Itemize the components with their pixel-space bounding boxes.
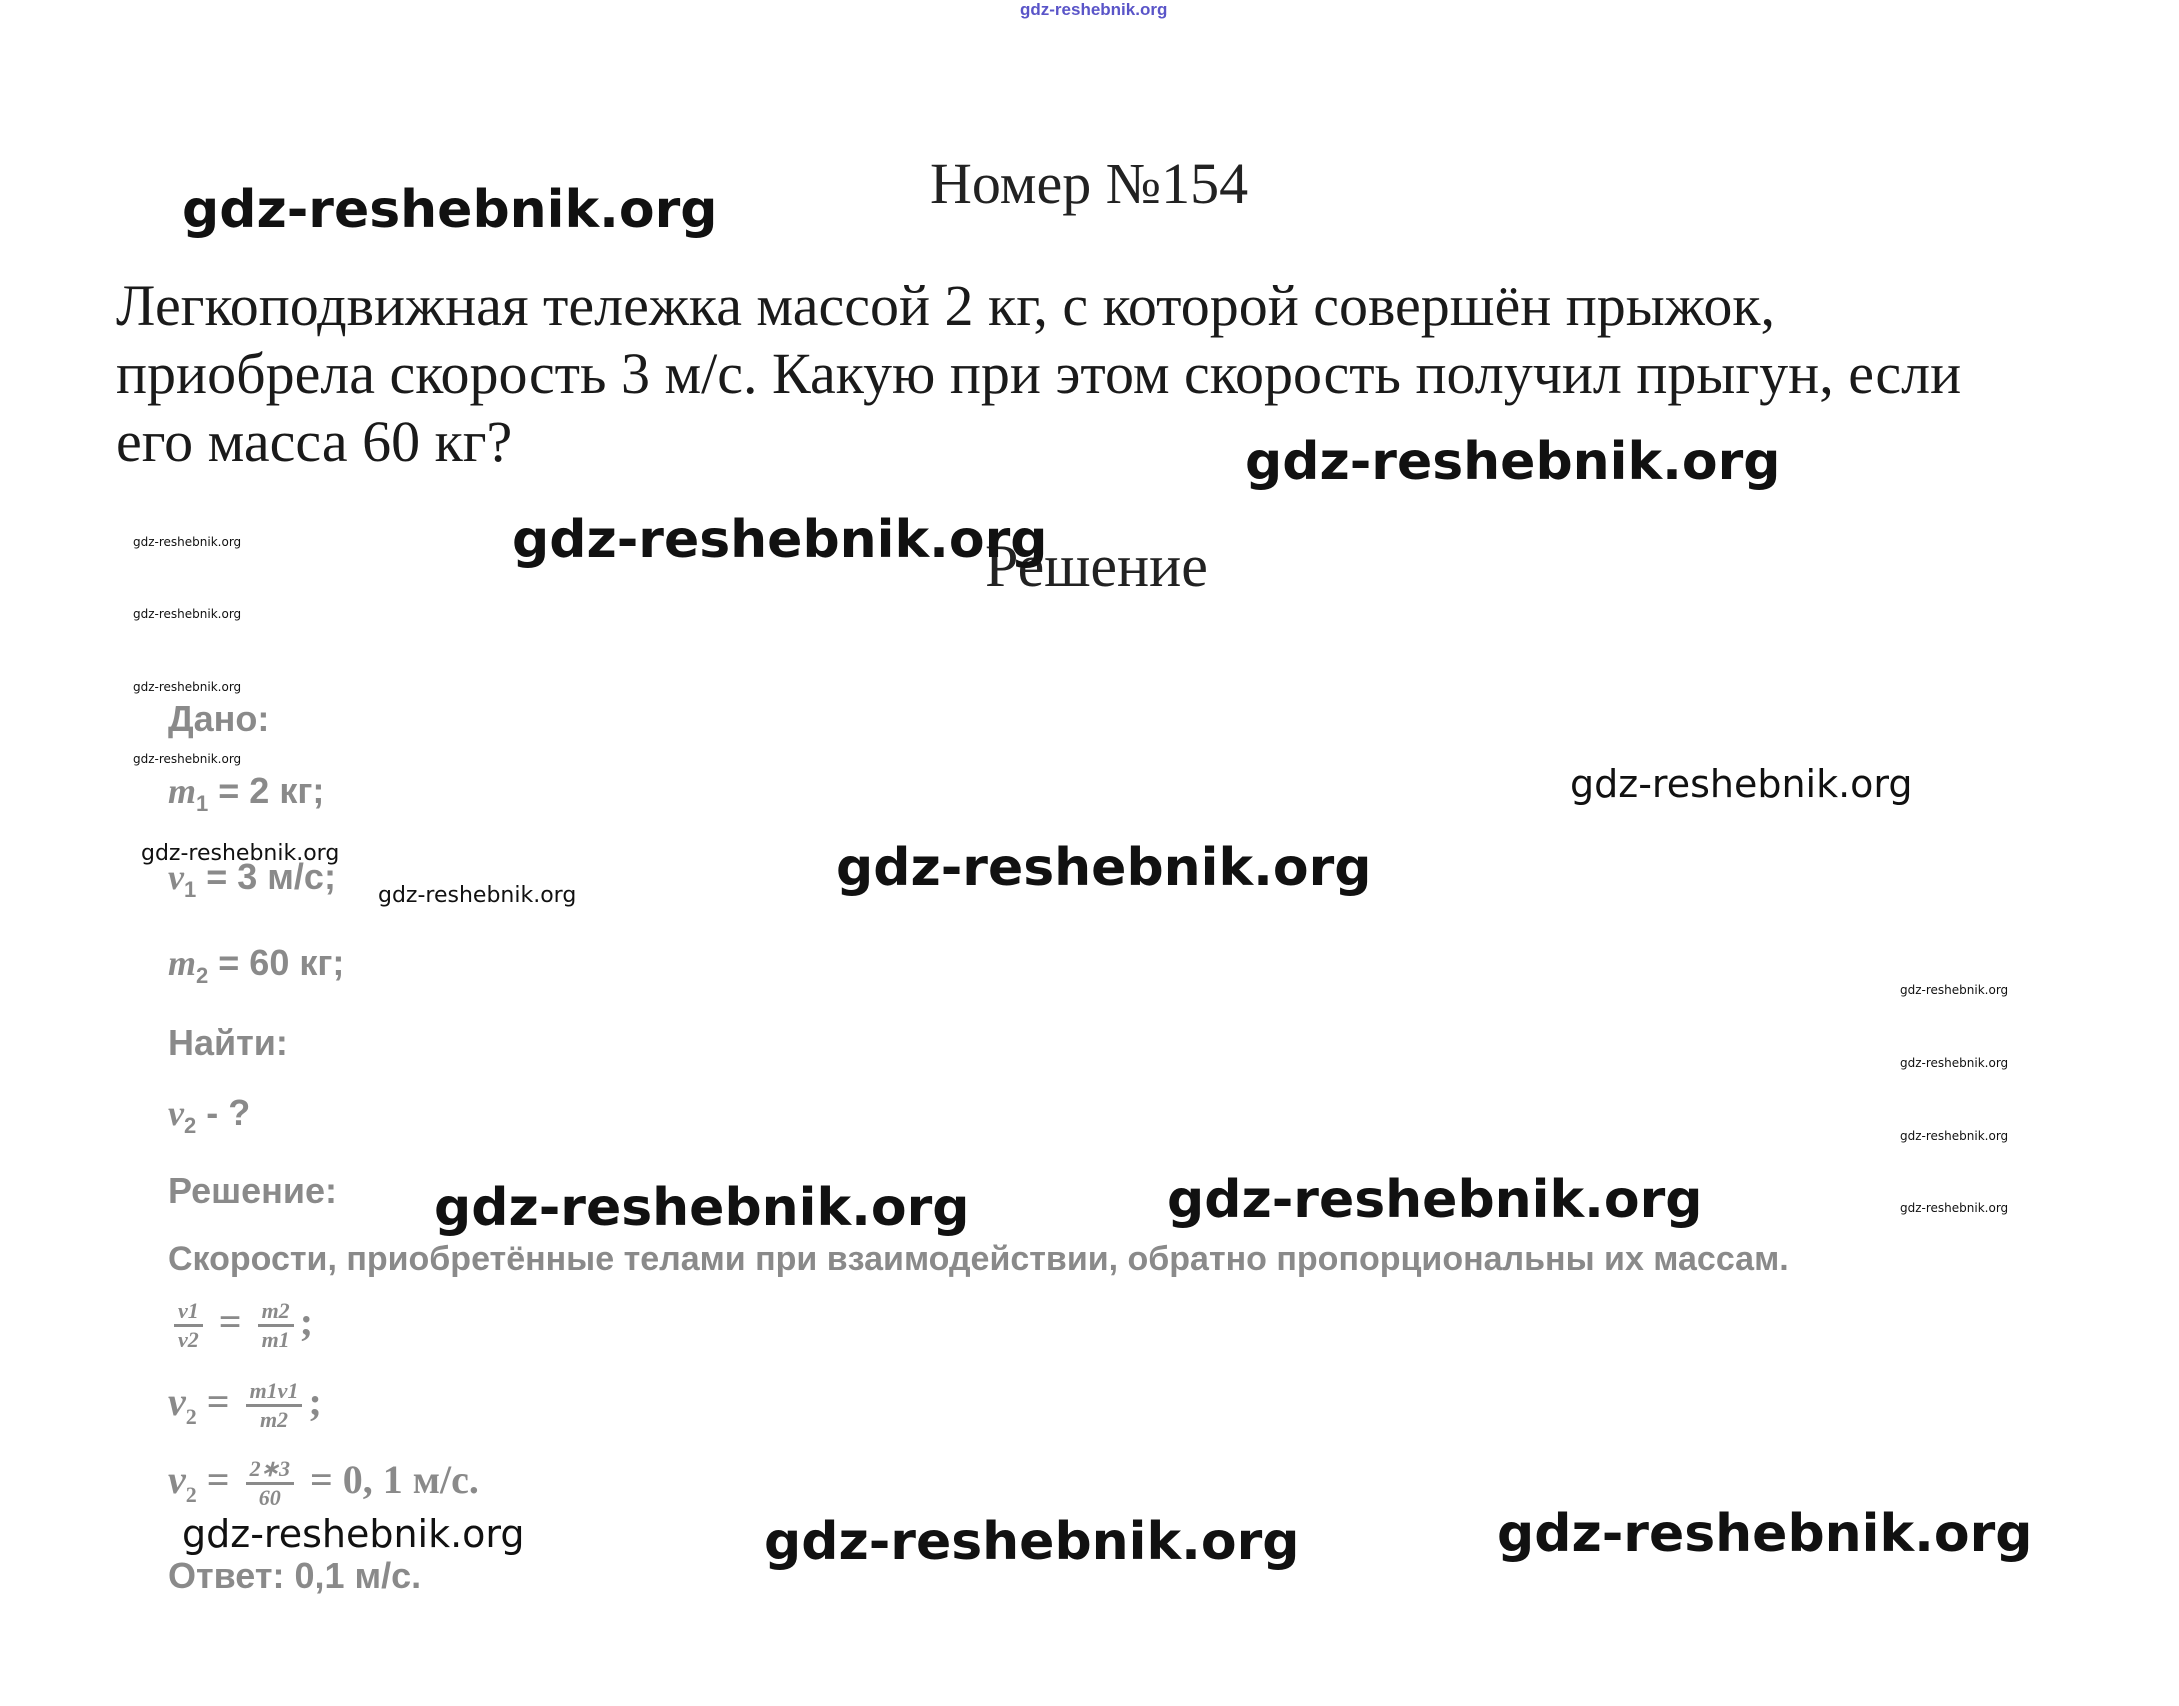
equation-3: [168, 1456, 479, 1511]
eq1-right-fraction: [258, 1298, 294, 1353]
eq2-denominator: m2: [259, 1407, 289, 1433]
watermark: gdz-reshebnik.org: [512, 510, 1048, 570]
eq1-right-denominator: m1: [261, 1327, 290, 1353]
equation-2: [168, 1378, 322, 1433]
eq3-result: = 0, 1 м/с.: [310, 1457, 479, 1502]
solution-statement: Скорости, приобретённые телами при взаимодействии, обратно пропорциональны их массам.: [168, 1240, 1789, 1278]
eq2-tail: ;: [308, 1379, 322, 1424]
watermark: gdz-reshebnik.org: [133, 752, 242, 766]
watermark: gdz-reshebnik.org: [1900, 1129, 2009, 1143]
m1-value: = 2 кг;: [208, 770, 325, 811]
eq3-equals: =: [206, 1457, 230, 1502]
v2-subscript: 2: [183, 1113, 197, 1139]
solution-label: Решение:: [168, 1170, 338, 1211]
v1-value: = 3 м/с;: [196, 856, 336, 897]
top-watermark: gdz-reshebnik.org: [1020, 0, 1168, 19]
watermark: gdz-reshebnik.org: [1245, 432, 1781, 492]
equation-1: [168, 1298, 313, 1353]
m2-value: = 60 кг;: [208, 942, 345, 983]
problem-line-3: его масса 60 кг?: [116, 409, 513, 474]
watermark: gdz-reshebnik.org: [1167, 1170, 1703, 1230]
given-label: Дано:: [168, 698, 270, 739]
eq2-equals: =: [206, 1379, 230, 1424]
watermark: gdz-reshebnik.org: [133, 607, 242, 621]
eq2-numerator: m1v1: [246, 1378, 303, 1407]
watermark: gdz-reshebnik.org: [764, 1512, 1300, 1572]
page-title: Номер №154: [930, 151, 1249, 216]
watermark: gdz-reshebnik.org: [182, 1512, 525, 1556]
watermark: gdz-reshebnik.org: [836, 838, 1372, 898]
find-v2: [168, 1092, 250, 1139]
find-label: Найти:: [168, 1022, 288, 1063]
eq3-lhs-subscript: 2: [185, 1482, 197, 1507]
eq1-equals: =: [218, 1299, 242, 1344]
eq3-denominator: 60: [258, 1485, 281, 1511]
solution-heading: Решение: [985, 533, 1208, 599]
watermark: gdz-reshebnik.org: [1497, 1504, 2033, 1564]
eq3-numerator: 2∗3: [246, 1456, 294, 1485]
v1-subscript: 1: [183, 877, 197, 903]
eq2-lhs-subscript: 2: [185, 1404, 197, 1429]
eq1-left-denominator: v2: [178, 1327, 199, 1353]
watermark: gdz-reshebnik.org: [1900, 983, 2009, 997]
watermark: gdz-reshebnik.org: [141, 841, 340, 866]
problem-line-1: Легкоподвижная тележка массой 2 кг, с которой совершён прыжок,: [116, 273, 1776, 338]
m1-symbol: m: [168, 771, 197, 811]
v2-symbol: v: [168, 1093, 184, 1133]
eq1-left-numerator: v1: [174, 1298, 203, 1327]
watermark: gdz-reshebnik.org: [434, 1178, 970, 1238]
watermark: gdz-reshebnik.org: [1570, 762, 1913, 806]
eq3-lhs: v: [168, 1457, 186, 1502]
watermark: gdz-reshebnik.org: [182, 180, 718, 240]
eq1-tail: ;: [299, 1299, 314, 1344]
m1-subscript: 1: [196, 791, 209, 817]
v1-symbol: v: [168, 857, 184, 897]
eq1-right-numerator: m2: [258, 1298, 294, 1327]
m2-symbol: m: [168, 943, 197, 983]
given-m2: [168, 942, 344, 989]
eq1-left-fraction: [174, 1298, 203, 1353]
given-m1: [168, 770, 324, 817]
m2-subscript: 2: [196, 963, 209, 989]
v2-value: - ?: [196, 1092, 251, 1133]
watermark: gdz-reshebnik.org: [378, 883, 577, 908]
problem-text: [116, 272, 2076, 476]
eq2-fraction: [246, 1378, 303, 1433]
problem-line-2: приобрела скорость 3 м/с. Какую при этом скорость получил прыгун, если: [116, 341, 1962, 406]
answer: Ответ: 0,1 м/с.: [168, 1555, 422, 1596]
eq2-lhs: v: [168, 1379, 186, 1424]
watermark: gdz-reshebnik.org: [133, 535, 242, 549]
watermark: gdz-reshebnik.org: [1900, 1201, 2009, 1215]
eq3-fraction: [246, 1456, 294, 1511]
watermark: gdz-reshebnik.org: [133, 680, 242, 694]
watermark: gdz-reshebnik.org: [1900, 1056, 2009, 1070]
